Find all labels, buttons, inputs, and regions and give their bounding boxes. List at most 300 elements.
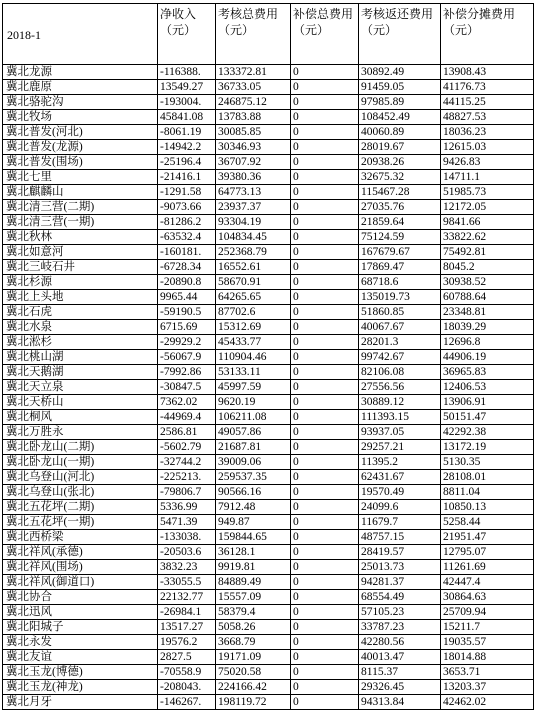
table-row [3, 395, 534, 410]
assessment-cost-cell: 133372.81 [216, 65, 291, 80]
table-row [3, 110, 534, 125]
compensation-share-cell: 13908.43 [441, 65, 534, 80]
compensation-share-cell: 8811.04 [441, 485, 534, 500]
net-income-cell: -133038. [158, 530, 216, 545]
assessment-refund-cell: 29257.21 [359, 440, 441, 455]
assessment-cost-cell: 36733.05 [216, 80, 291, 95]
table-row [3, 170, 534, 185]
column-header-label: 补偿总费用 [293, 7, 354, 21]
assessment-refund-cell: 8115.37 [359, 665, 441, 680]
net-income-cell: 7362.02 [158, 395, 216, 410]
station-name-cell: 冀北卧龙山(二期) [3, 440, 158, 455]
compensation-share-cell: 75492.81 [441, 245, 534, 260]
net-income-cell: 5336.99 [158, 500, 216, 515]
column-header-unit: （元） [218, 23, 255, 37]
net-income-cell: -30847.5 [158, 380, 216, 395]
column-header-label: 补偿分摊费用 [443, 7, 516, 21]
column-header-assessment-cost [216, 4, 291, 65]
table-row [3, 605, 534, 620]
assessment-cost-cell: 198119.72 [216, 695, 291, 710]
net-income-cell: -1291.58 [158, 185, 216, 200]
assessment-refund-cell: 108452.49 [359, 110, 441, 125]
station-name-cell: 冀北清三营(二期) [3, 200, 158, 215]
assessment-cost-cell: 7912.48 [216, 500, 291, 515]
net-income-cell: -14942.2 [158, 140, 216, 155]
table-row [3, 560, 534, 575]
compensation-share-cell: 12615.03 [441, 140, 534, 155]
assessment-cost-cell: 16552.61 [216, 260, 291, 275]
net-income-cell: -116388. [158, 65, 216, 80]
compensation-cost-cell: 0 [291, 170, 359, 185]
compensation-share-cell: 12406.53 [441, 380, 534, 395]
net-income-cell: -208043. [158, 680, 216, 695]
table-row [3, 695, 534, 710]
net-income-cell: 2586.81 [158, 425, 216, 440]
compensation-cost-cell: 0 [291, 110, 359, 125]
station-name-cell: 冀北乌登山(河北) [3, 470, 158, 485]
station-name-cell: 冀北秋林 [3, 230, 158, 245]
compensation-share-cell: 13172.19 [441, 440, 534, 455]
compensation-share-cell: 23348.81 [441, 305, 534, 320]
compensation-share-cell: 18036.23 [441, 125, 534, 140]
station-name-cell: 冀北卧龙山(一期) [3, 455, 158, 470]
compensation-cost-cell: 0 [291, 410, 359, 425]
compensation-cost-cell: 0 [291, 260, 359, 275]
compensation-cost-cell: 0 [291, 200, 359, 215]
compensation-share-cell: 42462.02 [441, 695, 534, 710]
assessment-refund-cell: 42280.56 [359, 635, 441, 650]
compensation-share-cell: 13203.37 [441, 680, 534, 695]
compensation-share-cell: 36965.83 [441, 365, 534, 380]
table-row [3, 290, 534, 305]
table-row [3, 515, 534, 530]
compensation-share-cell: 42292.38 [441, 425, 534, 440]
assessment-cost-cell: 259537.35 [216, 470, 291, 485]
table-row [3, 680, 534, 695]
compensation-cost-cell: 0 [291, 80, 359, 95]
net-income-cell: 9965.44 [158, 290, 216, 305]
station-name-cell: 冀北桃山湖 [3, 350, 158, 365]
compensation-share-cell: 13906.91 [441, 395, 534, 410]
table-row [3, 185, 534, 200]
table-row [3, 95, 534, 110]
assessment-cost-cell: 39380.36 [216, 170, 291, 185]
assessment-cost-cell: 5058.26 [216, 620, 291, 635]
compensation-cost-cell: 0 [291, 230, 359, 245]
net-income-cell: -25196.4 [158, 155, 216, 170]
compensation-cost-cell: 0 [291, 470, 359, 485]
assessment-cost-cell: 90566.16 [216, 485, 291, 500]
compensation-cost-cell: 0 [291, 350, 359, 365]
station-name-cell: 冀北祥风(围场) [3, 560, 158, 575]
compensation-cost-cell: 0 [291, 440, 359, 455]
net-income-cell: -8061.19 [158, 125, 216, 140]
net-income-cell: -9073.66 [158, 200, 216, 215]
station-name-cell: 冀北五花坪(二期) [3, 500, 158, 515]
net-income-cell: 45841.08 [158, 110, 216, 125]
assessment-refund-cell: 28419.57 [359, 545, 441, 560]
net-income-cell: -5602.79 [158, 440, 216, 455]
compensation-cost-cell: 0 [291, 545, 359, 560]
table-row [3, 260, 534, 275]
table-row [3, 455, 534, 470]
table-header [3, 4, 534, 65]
station-name-cell: 冀北三岐石井 [3, 260, 158, 275]
compensation-share-cell: 33822.62 [441, 230, 534, 245]
assessment-cost-cell: 49057.86 [216, 425, 291, 440]
compensation-cost-cell: 0 [291, 590, 359, 605]
compensation-share-cell: 9841.66 [441, 215, 534, 230]
compensation-share-cell: 14711.1 [441, 170, 534, 185]
compensation-cost-cell: 0 [291, 575, 359, 590]
assessment-refund-cell: 93937.05 [359, 425, 441, 440]
compensation-share-cell: 50151.47 [441, 410, 534, 425]
station-name-cell: 冀北玉龙(博德) [3, 665, 158, 680]
net-income-cell: -81286.2 [158, 215, 216, 230]
station-name-cell: 冀北骆驼沟 [3, 95, 158, 110]
compensation-cost-cell: 0 [291, 380, 359, 395]
compensation-cost-cell: 0 [291, 530, 359, 545]
column-header-net-income [158, 4, 216, 65]
net-income-cell: -6728.34 [158, 260, 216, 275]
compensation-share-cell: 28108.01 [441, 470, 534, 485]
column-header-compensation-cost [291, 4, 359, 65]
assessment-cost-cell: 106211.08 [216, 410, 291, 425]
compensation-cost-cell: 0 [291, 290, 359, 305]
station-name-cell: 冀北玉龙(神龙) [3, 680, 158, 695]
assessment-cost-cell: 64265.65 [216, 290, 291, 305]
table-row [3, 635, 534, 650]
compensation-cost-cell: 0 [291, 65, 359, 80]
assessment-refund-cell: 99742.67 [359, 350, 441, 365]
compensation-cost-cell: 0 [291, 365, 359, 380]
assessment-refund-cell: 57105.23 [359, 605, 441, 620]
table-row [3, 410, 534, 425]
compensation-share-cell: 9426.83 [441, 155, 534, 170]
table-row [3, 590, 534, 605]
table-body [3, 65, 534, 710]
assessment-refund-cell: 11679.7 [359, 515, 441, 530]
table-row [3, 665, 534, 680]
compensation-share-cell: 48827.53 [441, 110, 534, 125]
net-income-cell: 6715.69 [158, 320, 216, 335]
station-name-cell: 冀北普发(围场) [3, 155, 158, 170]
table-row [3, 425, 534, 440]
compensation-share-cell: 12795.07 [441, 545, 534, 560]
table-row [3, 365, 534, 380]
net-income-cell: -56067.9 [158, 350, 216, 365]
assessment-refund-cell: 17869.47 [359, 260, 441, 275]
compensation-share-cell: 30938.52 [441, 275, 534, 290]
compensation-cost-cell: 0 [291, 395, 359, 410]
assessment-cost-cell: 87702.6 [216, 305, 291, 320]
assessment-refund-cell: 167679.67 [359, 245, 441, 260]
assessment-refund-cell: 25013.73 [359, 560, 441, 575]
assessment-refund-cell: 32675.32 [359, 170, 441, 185]
compensation-cost-cell: 0 [291, 650, 359, 665]
compensation-share-cell: 11261.69 [441, 560, 534, 575]
station-name-cell: 冀北水泉 [3, 320, 158, 335]
assessment-cost-cell: 246875.12 [216, 95, 291, 110]
assessment-refund-cell: 28019.67 [359, 140, 441, 155]
station-name-cell: 冀北七里 [3, 170, 158, 185]
table-row [3, 275, 534, 290]
compensation-cost-cell: 0 [291, 155, 359, 170]
compensation-share-cell: 44115.25 [441, 95, 534, 110]
assessment-cost-cell: 9620.19 [216, 395, 291, 410]
station-name-cell: 冀北月牙 [3, 695, 158, 710]
net-income-cell: -70558.9 [158, 665, 216, 680]
compensation-share-cell: 12172.05 [441, 200, 534, 215]
compensation-cost-cell: 0 [291, 515, 359, 530]
assessment-cost-cell: 58670.91 [216, 275, 291, 290]
assessment-cost-cell: 30346.93 [216, 140, 291, 155]
compensation-share-cell: 10850.13 [441, 500, 534, 515]
station-name-cell: 冀北西桥梁 [3, 530, 158, 545]
assessment-refund-cell: 28201.3 [359, 335, 441, 350]
column-header-assessment-refund [359, 4, 441, 65]
assessment-cost-cell: 53133.11 [216, 365, 291, 380]
station-name-cell: 冀北协合 [3, 590, 158, 605]
compensation-cost-cell: 0 [291, 560, 359, 575]
station-name-cell: 冀北天鹅湖 [3, 365, 158, 380]
station-name-cell: 冀北五花坪(一期) [3, 515, 158, 530]
assessment-refund-cell: 20938.26 [359, 155, 441, 170]
assessment-cost-cell: 45997.59 [216, 380, 291, 395]
compensation-share-cell: 25709.94 [441, 605, 534, 620]
station-name-cell: 冀北普发(龙源) [3, 140, 158, 155]
table-row [3, 500, 534, 515]
assessment-cost-cell: 23937.37 [216, 200, 291, 215]
net-income-cell: -26984.1 [158, 605, 216, 620]
compensation-cost-cell: 0 [291, 275, 359, 290]
assessment-cost-cell: 36707.92 [216, 155, 291, 170]
net-income-cell: 22132.77 [158, 590, 216, 605]
table-row [3, 125, 534, 140]
compensation-cost-cell: 0 [291, 665, 359, 680]
net-income-cell: -160181. [158, 245, 216, 260]
station-name-cell: 冀北淞杉 [3, 335, 158, 350]
compensation-cost-cell: 0 [291, 320, 359, 335]
station-name-cell: 冀北龙源 [3, 65, 158, 80]
assessment-refund-cell: 40060.89 [359, 125, 441, 140]
table-row [3, 440, 534, 455]
station-name-cell: 冀北天桥山 [3, 395, 158, 410]
assessment-cost-cell: 159844.65 [216, 530, 291, 545]
table-row [3, 350, 534, 365]
column-header-unit: （元） [443, 23, 480, 37]
assessment-refund-cell: 62431.67 [359, 470, 441, 485]
assessment-cost-cell: 9919.81 [216, 560, 291, 575]
station-name-cell: 冀北祥风(承德) [3, 545, 158, 560]
assessment-cost-cell: 104834.45 [216, 230, 291, 245]
table-row [3, 650, 534, 665]
assessment-cost-cell: 224166.42 [216, 680, 291, 695]
assessment-cost-cell: 64773.13 [216, 185, 291, 200]
compensation-cost-cell: 0 [291, 620, 359, 635]
compensation-share-cell: 19035.57 [441, 635, 534, 650]
station-name-cell: 冀北石虎 [3, 305, 158, 320]
assessment-refund-cell: 29326.45 [359, 680, 441, 695]
settlement-table [2, 3, 534, 710]
net-income-cell: -21416.1 [158, 170, 216, 185]
assessment-refund-cell: 82106.08 [359, 365, 441, 380]
compensation-cost-cell: 0 [291, 500, 359, 515]
station-name-cell: 冀北迅风 [3, 605, 158, 620]
assessment-refund-cell: 48757.15 [359, 530, 441, 545]
compensation-share-cell: 30864.63 [441, 590, 534, 605]
net-income-cell: 2827.5 [158, 650, 216, 665]
net-income-cell: -59190.5 [158, 305, 216, 320]
net-income-cell: -225213. [158, 470, 216, 485]
assessment-refund-cell: 135019.73 [359, 290, 441, 305]
assessment-refund-cell: 94281.37 [359, 575, 441, 590]
station-name-cell: 冀北上头地 [3, 290, 158, 305]
station-name-cell: 冀北万胜永 [3, 425, 158, 440]
table-row [3, 575, 534, 590]
compensation-share-cell: 5258.44 [441, 515, 534, 530]
compensation-cost-cell: 0 [291, 335, 359, 350]
assessment-cost-cell: 19171.09 [216, 650, 291, 665]
table-row [3, 380, 534, 395]
net-income-cell: -7992.86 [158, 365, 216, 380]
period-header: 2018-1 [3, 4, 158, 65]
compensation-cost-cell: 0 [291, 425, 359, 440]
table-row [3, 470, 534, 485]
compensation-share-cell: 42447.4 [441, 575, 534, 590]
compensation-cost-cell: 0 [291, 455, 359, 470]
table-row [3, 215, 534, 230]
table-row [3, 485, 534, 500]
column-header-label: 考核总费用 [218, 7, 279, 21]
assessment-cost-cell: 110904.46 [216, 350, 291, 365]
assessment-refund-cell: 68718.6 [359, 275, 441, 290]
compensation-cost-cell: 0 [291, 95, 359, 110]
assessment-cost-cell: 3668.79 [216, 635, 291, 650]
assessment-refund-cell: 33787.23 [359, 620, 441, 635]
assessment-refund-cell: 94313.84 [359, 695, 441, 710]
station-name-cell: 冀北清三营(一期) [3, 215, 158, 230]
net-income-cell: -20890.8 [158, 275, 216, 290]
table-row [3, 620, 534, 635]
compensation-share-cell: 44906.19 [441, 350, 534, 365]
assessment-refund-cell: 21859.64 [359, 215, 441, 230]
compensation-share-cell: 12696.8 [441, 335, 534, 350]
assessment-cost-cell: 36128.1 [216, 545, 291, 560]
assessment-refund-cell: 111393.15 [359, 410, 441, 425]
assessment-refund-cell: 40067.67 [359, 320, 441, 335]
assessment-refund-cell: 68554.49 [359, 590, 441, 605]
net-income-cell: -193004. [158, 95, 216, 110]
compensation-cost-cell: 0 [291, 305, 359, 320]
column-header-label: 净收入 [160, 7, 197, 21]
station-name-cell: 冀北如意河 [3, 245, 158, 260]
assessment-cost-cell: 45433.77 [216, 335, 291, 350]
column-header-label: 考核返还费用 [361, 7, 434, 21]
header-row [3, 4, 534, 65]
compensation-share-cell: 60788.64 [441, 290, 534, 305]
table-row [3, 335, 534, 350]
table-row [3, 65, 534, 80]
table-row [3, 545, 534, 560]
compensation-cost-cell: 0 [291, 245, 359, 260]
column-header-compensation-share [441, 4, 534, 65]
net-income-cell: 13517.27 [158, 620, 216, 635]
station-name-cell: 冀北普发(河北) [3, 125, 158, 140]
compensation-cost-cell: 0 [291, 695, 359, 710]
compensation-share-cell: 51985.73 [441, 185, 534, 200]
assessment-refund-cell: 40013.47 [359, 650, 441, 665]
station-name-cell: 冀北天立泉 [3, 380, 158, 395]
compensation-cost-cell: 0 [291, 605, 359, 620]
assessment-cost-cell: 21687.81 [216, 440, 291, 455]
station-name-cell: 冀北牧场 [3, 110, 158, 125]
assessment-cost-cell: 93304.19 [216, 215, 291, 230]
net-income-cell: -29929.2 [158, 335, 216, 350]
station-name-cell: 冀北鹿原 [3, 80, 158, 95]
compensation-share-cell: 41176.73 [441, 80, 534, 95]
compensation-cost-cell: 0 [291, 485, 359, 500]
net-income-cell: 3832.23 [158, 560, 216, 575]
assessment-cost-cell: 13783.88 [216, 110, 291, 125]
net-income-cell: -32744.2 [158, 455, 216, 470]
compensation-share-cell: 8045.2 [441, 260, 534, 275]
net-income-cell: -44969.4 [158, 410, 216, 425]
compensation-share-cell: 21951.47 [441, 530, 534, 545]
column-header-unit: （元） [361, 23, 398, 37]
station-name-cell: 冀北永发 [3, 635, 158, 650]
assessment-refund-cell: 91459.05 [359, 80, 441, 95]
compensation-cost-cell: 0 [291, 185, 359, 200]
compensation-share-cell: 18039.29 [441, 320, 534, 335]
assessment-refund-cell: 24099.6 [359, 500, 441, 515]
table-row [3, 200, 534, 215]
assessment-cost-cell: 39009.06 [216, 455, 291, 470]
assessment-cost-cell: 84889.49 [216, 575, 291, 590]
station-name-cell: 冀北友谊 [3, 650, 158, 665]
station-name-cell: 冀北桐风 [3, 410, 158, 425]
column-header-unit: （元） [160, 23, 197, 37]
net-income-cell: -33055.5 [158, 575, 216, 590]
assessment-cost-cell: 949.87 [216, 515, 291, 530]
net-income-cell: 5471.39 [158, 515, 216, 530]
net-income-cell: -79806.7 [158, 485, 216, 500]
net-income-cell: 19576.2 [158, 635, 216, 650]
net-income-cell: 13549.27 [158, 80, 216, 95]
table-row [3, 320, 534, 335]
compensation-cost-cell: 0 [291, 140, 359, 155]
assessment-refund-cell: 27035.76 [359, 200, 441, 215]
table-row [3, 140, 534, 155]
table-row [3, 530, 534, 545]
compensation-cost-cell: 0 [291, 125, 359, 140]
net-income-cell: -146267. [158, 695, 216, 710]
assessment-refund-cell: 75124.59 [359, 230, 441, 245]
table-row [3, 80, 534, 95]
station-name-cell: 冀北杉源 [3, 275, 158, 290]
station-name-cell: 冀北阳城子 [3, 620, 158, 635]
table-row [3, 305, 534, 320]
assessment-cost-cell: 58379.4 [216, 605, 291, 620]
compensation-cost-cell: 0 [291, 215, 359, 230]
station-name-cell: 冀北祥风(御道口) [3, 575, 158, 590]
table-row [3, 230, 534, 245]
column-header-unit: （元） [293, 23, 330, 37]
table-row [3, 155, 534, 170]
assessment-refund-cell: 27556.56 [359, 380, 441, 395]
compensation-share-cell: 18014.88 [441, 650, 534, 665]
compensation-cost-cell: 0 [291, 680, 359, 695]
